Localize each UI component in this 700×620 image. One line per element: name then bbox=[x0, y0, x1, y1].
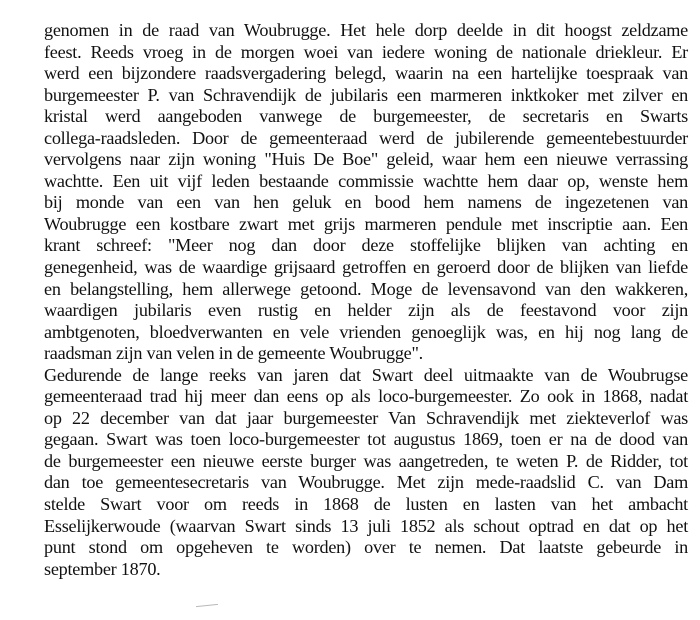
text-line: vervolgens naar zijn woning "Huis De Boe" geleid, waar hem een nieuwe verrassing bbox=[44, 149, 688, 170]
text-line: Woubrugge een kostbare zwart met grijs marmeren pendule met inscriptie aan. Een bbox=[44, 213, 688, 234]
text-line: feest. Reeds vroeg in de morgen woei van iedere woning de nationale driekleur. Er bbox=[44, 41, 688, 62]
text-line: krant schreef: "Meer nog dan door deze stoffelijke blijken van achting en bbox=[44, 235, 688, 256]
text-line: kristal werd aangeboden vanwege de burgemeester, de secretaris en Swarts bbox=[44, 106, 688, 127]
text-line: stelde Swart voor om reeds in 1868 de lusten en lasten van het ambacht bbox=[44, 494, 688, 515]
text-line: raadsman zijn van velen in de gemeente Woubrugge". bbox=[44, 343, 423, 364]
body-text bbox=[44, 20, 688, 580]
text-line: september 1870. bbox=[44, 558, 161, 579]
text-line: waardigen jubilaris even rustig en helder zijn als de feestavond voor zijn bbox=[44, 300, 688, 321]
text-line: en belangstelling, hem allerwege getoond. Moge de levensavond van den wakkeren, bbox=[44, 278, 688, 299]
text-line: ambtgenoten, bloedverwanten en vele vrienden genoeglijk was, en hij nog lang de bbox=[44, 321, 688, 342]
text-line: collega-raadsleden. Door de gemeenteraad werd de jubilerende gemeentebestuurder bbox=[44, 127, 688, 148]
scan-artifact bbox=[196, 604, 218, 607]
text-line: wachtte. Een uit vijf leden bestaande commissie wachtte hem daar op, wenste hem bbox=[44, 170, 688, 191]
text-line: burgemeester P. van Schravendijk de jubilaris een marmeren inktkoker met zilver en bbox=[44, 84, 688, 105]
text-line: gegaan. Swart was toen loco-burgemeester tot augustus 1869, toen er na de dood van bbox=[44, 429, 688, 450]
text-line: genegenheid, was de waardige grijsaard getroffen en geroerd door de blijken van liefde bbox=[44, 257, 688, 278]
text-line: Esselijkerwoude (waarvan Swart sinds 13 juli 1852 als schout optrad en dat op het bbox=[44, 515, 688, 536]
text-line: genomen in de raad van Woubrugge. Het hele dorp deelde in dit hoogst zeldzame bbox=[44, 20, 688, 40]
text-line: punt stond om opgeheven te worden) over te nemen. Dat laatste gebeurde in bbox=[44, 537, 688, 558]
text-line: bij monde van een van hen geluk en bood hem namens de ingezetenen van bbox=[44, 192, 688, 213]
text-line: op 22 december van dat jaar burgemeester Van Schravendijk met ziekteverlof was bbox=[44, 407, 688, 428]
text-line: dan toe gemeentesecretaris van Woubrugge. Met zijn mede-raadslid C. van Dam bbox=[44, 472, 688, 493]
text-line: gemeenteraad trad hij meer dan eens op als loco-burgemeester. Zo ook in 1868, nadat bbox=[44, 386, 688, 407]
text-line: Gedurende de lange reeks van jaren dat Swart deel uitmaakte van de Woubrugse bbox=[44, 364, 688, 385]
text-line: de burgemeester een nieuwe eerste burger was aangetreden, te weten P. de Ridder, tot bbox=[44, 450, 688, 471]
text-line: werd een bijzondere raadsvergadering belegd, waarin na een hartelijke toespraak van bbox=[44, 63, 688, 84]
